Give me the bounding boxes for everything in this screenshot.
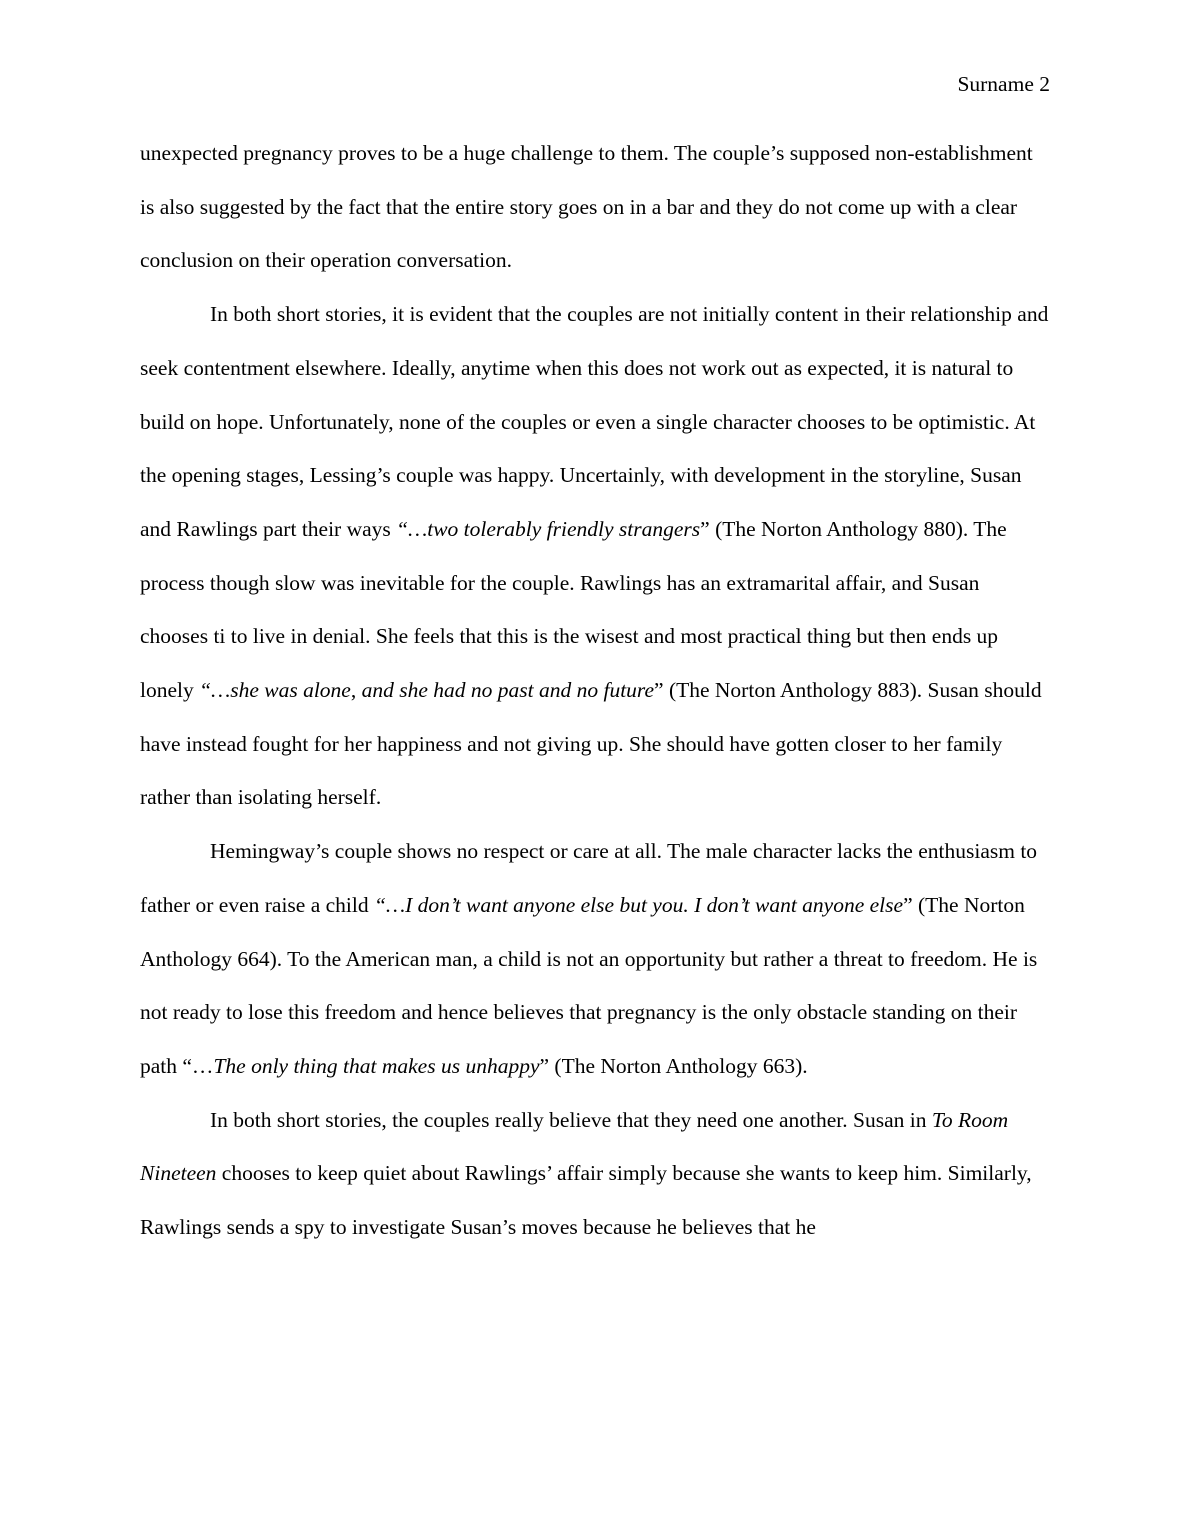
page-header bbox=[957, 68, 1050, 100]
paragraph-2-text-3: ” (The Norton Anthology 883). Susan should have instead fought for her happiness and not giving up. She should have gotten closer to her family rather than isolating herself. bbox=[140, 678, 1042, 810]
paragraph-2-text-2: ” (The Norton Anthology 880). The process though slow was inevitable for the couple. Rawlings has an extramarital affair, and Susan chooses ti to live in denial. She feels that this is the wisest and most practical thing but then ends up lonely bbox=[140, 516, 1007, 703]
paragraph-1-text: unexpected pregnancy proves to be a huge challenge to them. The couple’s supposed non-establishment is also suggested by the fact that the entire story goes on in a bar and they do not come up with a clear conclusion on their operation conversation. bbox=[140, 141, 1033, 273]
paragraph-4 bbox=[140, 1094, 1052, 1255]
document-body bbox=[140, 127, 1052, 1255]
paragraph-2-text-1: In both short stories, it is evident that the couples are not initially content in their relationship and seek contentment elsewhere. Ideally, anytime when this does not work out as expected, it is natural to build on hope. Unfortunately, none of the couples or even a single character chooses to be optimistic. At the opening stages, Lessing’s couple was happy. Uncertainly, with development in the storyline, Susan and Rawlings part their ways bbox=[140, 302, 1049, 541]
quote-friendly-strangers: two tolerably friendly strangers bbox=[427, 516, 701, 541]
paragraph-2 bbox=[140, 288, 1052, 825]
paragraph-1 bbox=[140, 127, 1052, 288]
quote-only-thing-unhappy: The only thing that makes us unhappy bbox=[213, 1053, 540, 1078]
paragraph-3-text-3: ” (The Norton Anthology 663). bbox=[539, 1053, 808, 1078]
quote-she-was-alone: she was alone bbox=[230, 678, 351, 703]
paragraph-3 bbox=[140, 825, 1052, 1094]
header-page-number: 2 bbox=[1039, 72, 1050, 96]
paragraph-4-text-2: chooses to keep quiet about Rawlings’ affair simply because she wants to keep him. Similarly, Rawlings sends a spy to investigate Susan’s moves because he believes that he bbox=[140, 1161, 1032, 1240]
quote-open: “… bbox=[199, 678, 231, 703]
header-surname: Surname bbox=[957, 72, 1034, 96]
paragraph-3-text-2: ” (The Norton Anthology 664). To the American man, a child is not an opportunity but rather a threat to freedom. He is not ready to lose this freedom and hence believes that pregnancy is the only obstacle standing on their path “… bbox=[140, 892, 1038, 1078]
quote-dont-want-anyone-else: I don’t want anyone else but you. I don’t want anyone else bbox=[405, 892, 904, 917]
quote-comma: , bbox=[350, 678, 357, 703]
quote-open: “… bbox=[396, 516, 428, 541]
paragraph-3-text-1: Hemingway’s couple shows no respect or care at all. The male character lacks the enthusiasm to father or even raise a child bbox=[140, 839, 1038, 917]
quote-no-past-no-future: and she had no past and no future bbox=[356, 678, 655, 703]
paragraph-4-text-1: In both short stories, the couples really believe that they need one another. Susan in bbox=[210, 1107, 932, 1132]
story-title: To Room Nineteen bbox=[140, 1107, 1009, 1186]
quote-open: “… bbox=[374, 892, 406, 917]
